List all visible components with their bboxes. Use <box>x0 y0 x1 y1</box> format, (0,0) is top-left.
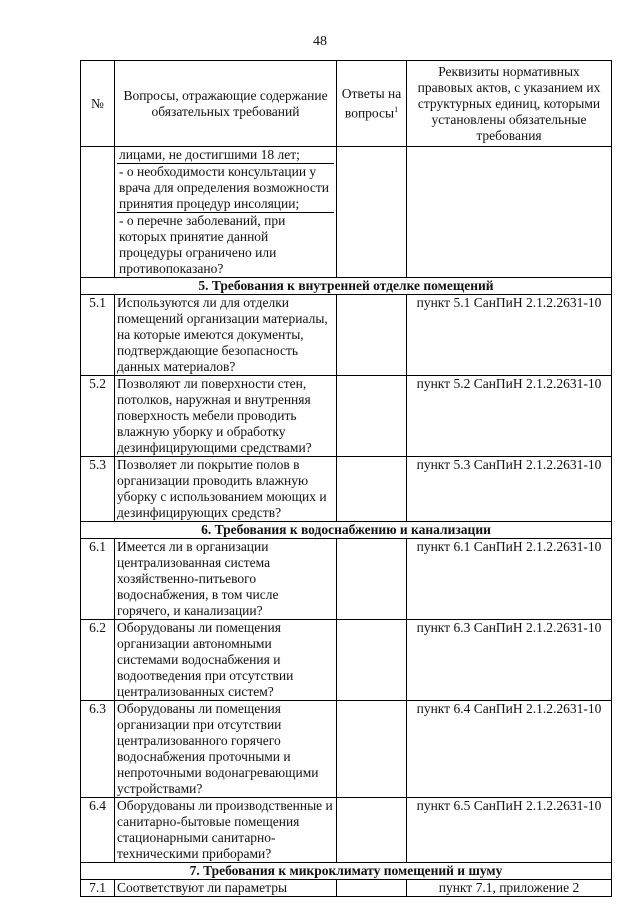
row-reference: пункт 7.1, приложение 2 <box>407 880 612 897</box>
row-answer <box>337 620 407 701</box>
requirements-table <box>80 60 612 897</box>
page-number: 48 <box>313 34 327 49</box>
section-header-row <box>81 278 612 295</box>
table-row <box>81 376 612 457</box>
table-header-row <box>81 61 612 147</box>
row-question: Имеется ли в организации централизованная система хозяйственно-питьевого водоснабжения, в том числе горячего, и канализации? <box>115 539 337 620</box>
section-title: 7. Требования к микроклимату помещений и шуму <box>81 863 612 880</box>
row-number: 6.4 <box>81 798 115 863</box>
row-question: Оборудованы ли помещения организации автономными системами водоснабжения и водоотведения при отсутствии централизованных систем? <box>115 620 337 701</box>
row-question: Оборудованы ли производственные и санитарно-бытовые помещения стационарными санитарно-техническими приборами? <box>115 798 337 863</box>
section-title: 5. Требования к внутренней отделке помещений <box>81 278 612 295</box>
section-header-row <box>81 522 612 539</box>
row-reference: пункт 6.1 СанПиН 2.1.2.2631-10 <box>407 539 612 620</box>
table-row <box>81 701 612 798</box>
row-answer <box>337 880 407 897</box>
row-answer <box>337 798 407 863</box>
row-answer <box>337 539 407 620</box>
row-reference: пункт 5.2 СанПиН 2.1.2.2631-10 <box>407 376 612 457</box>
table-row <box>81 539 612 620</box>
row-number: 6.1 <box>81 539 115 620</box>
continuation-row <box>81 147 612 278</box>
header-answers <box>337 61 407 147</box>
row-question: Позволяют ли поверхности стен, потолков, наружная и внутренняя поверхность мебели проводить влажную уборку и обработку дезинфицирующими средствами? <box>115 376 337 457</box>
header-answers-label: Ответы на вопросы <box>341 85 402 121</box>
header-refs: Реквизиты нормативных правовых актов, с указанием их структурных единиц, которыми установлены обязательные требования <box>407 61 612 147</box>
table-row <box>81 880 612 897</box>
header-questions: Вопросы, отражающие содержание обязательных требований <box>115 61 337 147</box>
row-question: Используются ли для отделки помещений организации материалы, на которые имеются документы, подтверждающие безопасность данных материалов? <box>115 295 337 376</box>
row-answer <box>337 457 407 522</box>
section-header-row <box>81 863 612 880</box>
row-number: 5.2 <box>81 376 115 457</box>
row-number: 7.1 <box>81 880 115 897</box>
row-reference: пункт 6.3 СанПиН 2.1.2.2631-10 <box>407 620 612 701</box>
table-row <box>81 620 612 701</box>
row-answer <box>337 295 407 376</box>
row-question: Соответствуют ли параметры <box>115 880 337 897</box>
continuation-item: лицами, не достигшими 18 лет; <box>117 147 334 164</box>
row-answer <box>337 376 407 457</box>
sections-body <box>81 278 612 897</box>
row-number: 5.1 <box>81 295 115 376</box>
continuation-item: - о необходимости консультации у врача для определения возможности принятия процедур инсоляции; <box>117 164 334 213</box>
row-question: Оборудованы ли помещения организации при отсутствии централизованного горячего водоснабжения проточными и непроточными водонагревающими устройствами? <box>115 701 337 798</box>
row-reference: пункт 5.3 СанПиН 2.1.2.2631-10 <box>407 457 612 522</box>
continuation-item: - о перечне заболеваний, при которых принятие данной процедуры ограничено или противопоказано? <box>119 213 286 276</box>
row-number: 6.2 <box>81 620 115 701</box>
row-number: 5.3 <box>81 457 115 522</box>
table-row <box>81 295 612 376</box>
row-answer <box>337 701 407 798</box>
row-reference: пункт 5.1 СанПиН 2.1.2.2631-10 <box>407 295 612 376</box>
row-question: Позволяет ли покрытие полов в организации проводить влажную уборку с использованием моющих и дезинфицирующих средств? <box>115 457 337 522</box>
table-row <box>81 457 612 522</box>
section-title: 6. Требования к водоснабжению и канализации <box>81 522 612 539</box>
header-answers-footnote: 1 <box>394 104 399 114</box>
header-number: № <box>81 61 115 147</box>
table-row <box>81 798 612 863</box>
row-reference: пункт 6.4 СанПиН 2.1.2.2631-10 <box>407 701 612 798</box>
continuation-questions <box>115 147 337 278</box>
row-reference: пункт 6.5 СанПиН 2.1.2.2631-10 <box>407 798 612 863</box>
row-number: 6.3 <box>81 701 115 798</box>
